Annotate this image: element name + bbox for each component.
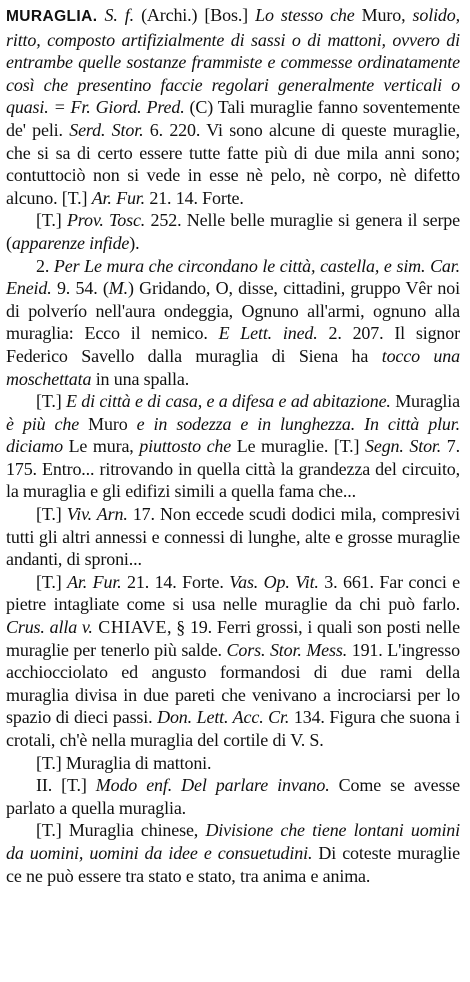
entry-paragraph-3 bbox=[6, 255, 460, 391]
body-text: Muraglia bbox=[390, 391, 460, 412]
body-text: 21. 14. Forte. bbox=[145, 187, 244, 208]
body-text: 252. Nelle belle muraglie si genera il serpe ( bbox=[6, 210, 460, 253]
body-text: , § 19. Ferri grossi, i quali son posti nelle muraglie per tenerlo più salde. bbox=[6, 617, 460, 660]
entry-paragraph-2 bbox=[6, 209, 460, 254]
italic-text: Ar. Fur. bbox=[67, 571, 122, 592]
italic-text: e in sodezza e in lunghezza. In città plur. diciamo bbox=[6, 413, 460, 457]
body-text: 7. 175. Entro... ritrovando in quella città la grandezza del circuito, la muraglia e gli edifizi simili a quella fama che... bbox=[6, 436, 460, 502]
body-text: [T.] Muraglia di mattoni. bbox=[36, 752, 212, 773]
body-text: [T.] Muraglia chinese, bbox=[36, 820, 206, 841]
entry-paragraph-4 bbox=[6, 390, 460, 503]
body-text bbox=[97, 5, 104, 25]
body-text: 2. bbox=[36, 255, 54, 276]
body-text: 9. 54. ( bbox=[51, 278, 109, 299]
italic-text: è più che bbox=[6, 413, 80, 434]
italic-text: solido, ritto, composto artifizialmente di sassi o di mattoni, ovvero di entrambe quelle sostanze frammiste e commesse ordinatamente così che presentino faccie regolari generalmente verticali o quasi. = Fr. Giord. Pred. bbox=[6, 5, 460, 118]
body-text: Muro, bbox=[354, 5, 413, 25]
body-text: ). bbox=[129, 232, 140, 253]
body-text: Muro bbox=[79, 413, 137, 434]
entry-paragraph-1 bbox=[6, 4, 460, 209]
italic-text: Viv. Arn. bbox=[66, 504, 128, 525]
entry-paragraph-8 bbox=[6, 774, 460, 819]
body-text: (C) Tali muraglie fanno soventemente de' peli. bbox=[6, 97, 460, 140]
italic-text: Segn. Stor. bbox=[365, 436, 442, 457]
body-text: Di coteste muraglie ce ne può essere tra stato e stato, tra anima e anima. bbox=[6, 842, 460, 886]
body-text: 134. Figura che suona i crotali, ch'è nella muraglia del cortile di V. S. bbox=[6, 707, 460, 750]
body-text: [T.] bbox=[36, 504, 67, 525]
headword: MURAGLIA. bbox=[6, 8, 98, 25]
italic-text: E Lett. ined. bbox=[218, 323, 318, 344]
small-caps-text: CHIAVE bbox=[92, 617, 167, 638]
italic-text: M. bbox=[108, 278, 128, 299]
italic-text: Lo stesso che bbox=[255, 5, 355, 25]
italic-text: E di città e di casa, e a difesa e ad abitazione. bbox=[65, 391, 391, 412]
body-text: Le mura, bbox=[62, 436, 140, 457]
body-text: in una spalla. bbox=[91, 368, 190, 389]
body-text: 3. 661. Far conci e pietre intagliate come si usa nelle muraglie da chi può farlo. bbox=[6, 571, 461, 615]
italic-text: Don. Lett. Acc. Cr. bbox=[157, 707, 290, 728]
italic-text: Cors. Stor. Mess. bbox=[226, 639, 348, 660]
body-text: 191. L'ingresso acchiocciolato ed angusto formandosi di due rami della muraglia divisa in due pareti che venivano a incrociarsi per lo spazio di dieci passi. bbox=[6, 639, 460, 728]
italic-text: tocco una moschettata bbox=[6, 345, 460, 389]
body-text: 21. 14. Forte. bbox=[121, 571, 230, 592]
body-text: 2. 207. Il signor Federico Savello dalla muraglia di Siena ha bbox=[6, 323, 460, 366]
italic-text: piuttosto che bbox=[139, 436, 232, 457]
body-text: Le muraglie. [T.] bbox=[231, 436, 365, 457]
entry-paragraph-7 bbox=[6, 752, 460, 775]
italic-text: Per Le mura che circondano le città, castella, e sim. Car. Eneid. bbox=[6, 255, 460, 299]
body-text: Come se avesse parlato a quella muraglia. bbox=[6, 775, 461, 818]
italic-text: Vas. Op. Vit. bbox=[229, 571, 319, 592]
body-text: (Archi.) [Bos.] bbox=[134, 5, 256, 25]
entry-paragraph-6 bbox=[6, 571, 460, 752]
italic-text: Ar. Fur. bbox=[91, 187, 145, 208]
italic-text: apparenze infide bbox=[11, 232, 130, 253]
italic-text: S. f. bbox=[104, 5, 134, 25]
italic-text: Serd. Stor. bbox=[69, 119, 144, 140]
entry-paragraph-5 bbox=[6, 503, 460, 571]
italic-text: Prov. Tosc. bbox=[66, 210, 146, 231]
body-text: 6. 220. Vi sono alcune di queste muraglie, che si sa di certo essere tutte fatte più di due mila anni sono; contuttociò non si vede in esse nè pelo, nè corpo, nè difetto alcuno. [T.] bbox=[6, 119, 460, 208]
entry-paragraph-9 bbox=[6, 819, 460, 887]
body-text: [T.] bbox=[36, 571, 68, 592]
body-text: [T.] bbox=[36, 391, 66, 412]
body-text: [T.] bbox=[36, 210, 67, 231]
body-text: 17. Non eccede scudi dodici mila, compresivi tutti gli altri annessi e connessi di lunghe, alte e grosse muraglie andanti, di sproni... bbox=[6, 504, 461, 570]
body-text: ) Gridando, O, disse, cittadini, gruppo Vêr noi di polverío nell'aura ondeggia, Ognuno all'armi, ognuno alla muraglia: Ecco il nemico. bbox=[6, 278, 460, 344]
italic-text: Modo enf. Del parlare invano. bbox=[95, 775, 330, 796]
italic-text: Crus. alla v. bbox=[6, 617, 93, 638]
body-text: II. [T.] bbox=[36, 775, 96, 796]
italic-text: Divisione che tiene lontani uomini da uomini, uomini da idee e consuetudini. bbox=[6, 820, 460, 863]
